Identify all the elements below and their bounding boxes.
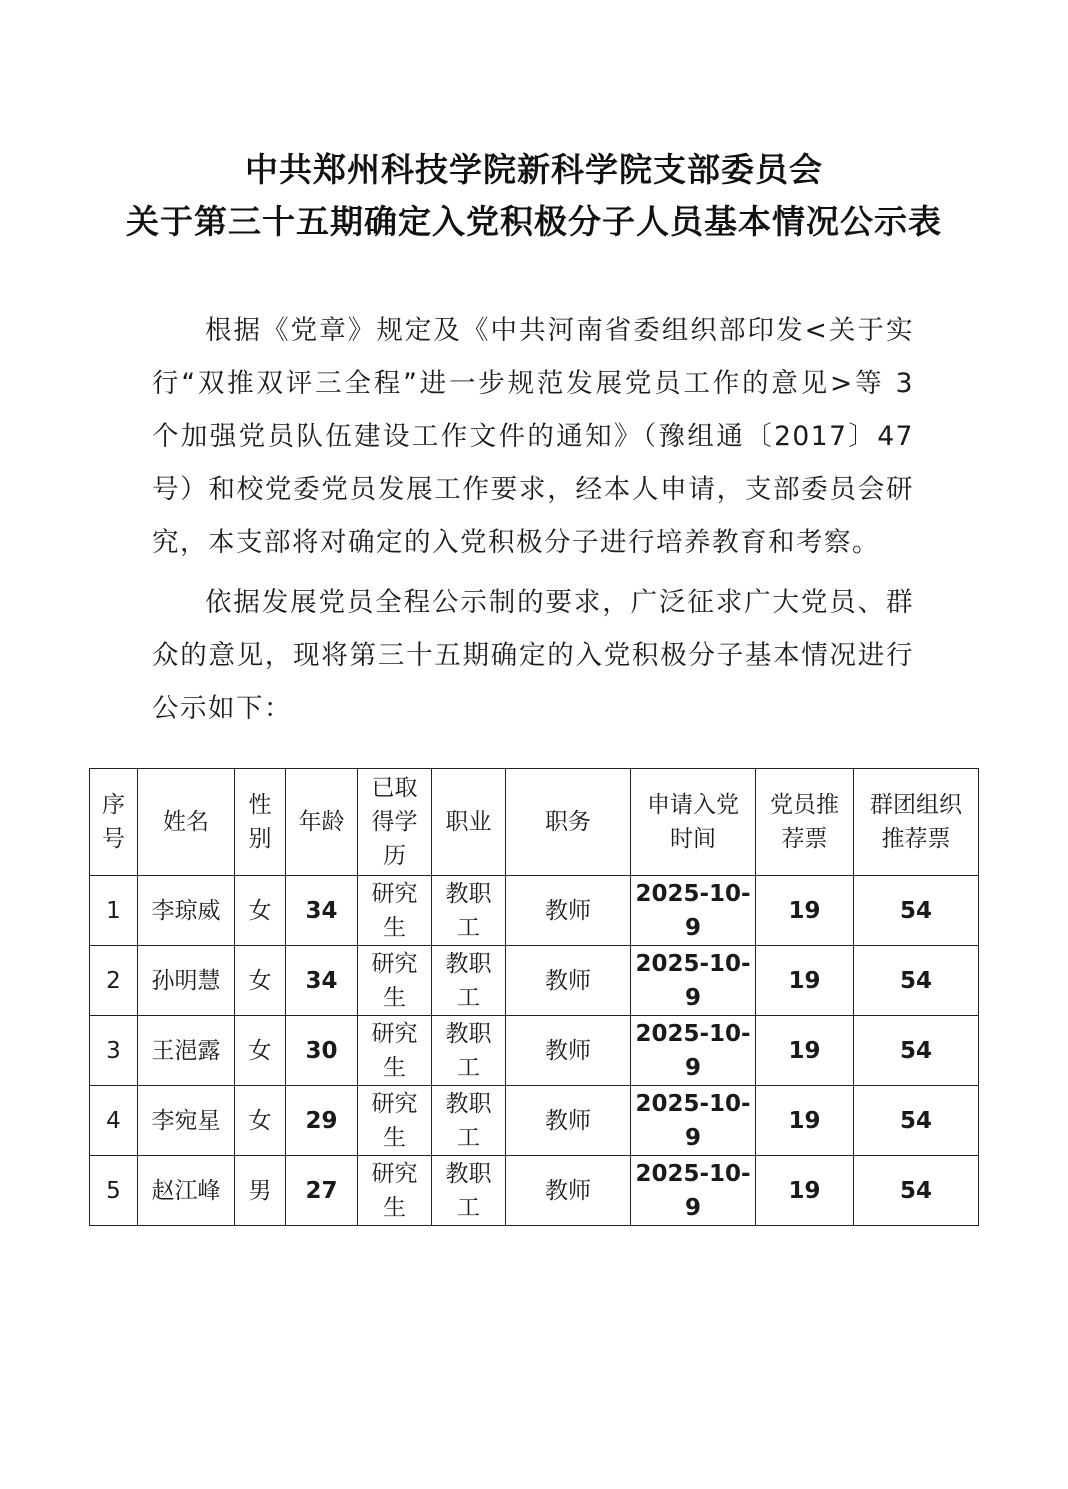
table-row — [90, 1086, 979, 1156]
cell-name: 李琼威 — [138, 876, 235, 946]
header-cell-age: 年龄 — [286, 769, 358, 876]
header-cell-group-votes: 群团组织推荐票 — [854, 769, 979, 876]
cell-education: 研究生 — [358, 1086, 432, 1156]
cell-position: 教师 — [506, 876, 631, 946]
table-row — [90, 1156, 979, 1226]
document-title-line2: 关于第三十五期确定入党积极分子人员基本情况公示表 — [126, 202, 942, 241]
cell-age: 34 — [286, 946, 358, 1016]
cell-apply-date: 2025-10-9 — [631, 1156, 756, 1226]
cell-seq: 4 — [90, 1086, 138, 1156]
activist-roster-table — [89, 768, 979, 1226]
intro-paragraph: 根据《党章》规定及《中共河南省委组织部印发<关于实行“双推双评三全程”进一步规范发展党员工作的意见>等 3 个加强党员队伍建设工作文件的通知》（豫组通〔2017〕47 号）和校党委党员发展工作要求，经本人申请，支部委员会研究，本支部将对确定的入党积极分子进行培养教育和考察。 — [152, 315, 914, 558]
cell-occupation: 教职工 — [432, 1156, 506, 1226]
cell-position: 教师 — [506, 1016, 631, 1086]
cell-gender: 女 — [235, 946, 286, 1016]
cell-position: 教师 — [506, 1156, 631, 1226]
cell-occupation: 教职工 — [432, 876, 506, 946]
cell-occupation: 教职工 — [432, 1016, 506, 1086]
cell-group-votes: 54 — [854, 946, 979, 1016]
cell-occupation: 教职工 — [432, 946, 506, 1016]
cell-gender: 女 — [235, 1016, 286, 1086]
cell-age: 27 — [286, 1156, 358, 1226]
cell-occupation: 教职工 — [432, 1086, 506, 1156]
table-row — [90, 946, 979, 1016]
cell-name: 李宛星 — [138, 1086, 235, 1156]
cell-position: 教师 — [506, 946, 631, 1016]
cell-education: 研究生 — [358, 1016, 432, 1086]
cell-member-votes: 19 — [756, 946, 854, 1016]
cell-age: 34 — [286, 876, 358, 946]
cell-apply-date: 2025-10-9 — [631, 1016, 756, 1086]
cell-education: 研究生 — [358, 1156, 432, 1226]
header-cell-education: 已取得学历 — [358, 769, 432, 876]
cell-gender: 女 — [235, 1086, 286, 1156]
header-cell-gender: 性别 — [235, 769, 286, 876]
header-cell-name: 姓名 — [138, 769, 235, 876]
cell-seq: 3 — [90, 1016, 138, 1086]
cell-seq: 1 — [90, 876, 138, 946]
cell-member-votes: 19 — [756, 1016, 854, 1086]
cell-gender: 男 — [235, 1156, 286, 1226]
cell-group-votes: 54 — [854, 1156, 979, 1226]
notice-paragraph: 依据发展党员全程公示制的要求，广泛征求广大党员、群众的意见，现将第三十五期确定的入党积极分子基本情况进行公示如下： — [152, 587, 914, 724]
cell-education: 研究生 — [358, 946, 432, 1016]
cell-member-votes: 19 — [756, 1156, 854, 1226]
cell-gender: 女 — [235, 876, 286, 946]
table-row — [90, 876, 979, 946]
table-row — [90, 1016, 979, 1086]
cell-group-votes: 54 — [854, 1086, 979, 1156]
document-title-line1: 中共郑州科技学院新科学院支部委员会 — [245, 150, 823, 189]
header-cell-position: 职务 — [506, 769, 631, 876]
cell-apply-date: 2025-10-9 — [631, 876, 756, 946]
cell-education: 研究生 — [358, 876, 432, 946]
cell-name: 赵江峰 — [138, 1156, 235, 1226]
header-cell-apply-date: 申请入党时间 — [631, 769, 756, 876]
cell-age: 30 — [286, 1016, 358, 1086]
cell-seq: 2 — [90, 946, 138, 1016]
cell-member-votes: 19 — [756, 876, 854, 946]
cell-name: 王浥露 — [138, 1016, 235, 1086]
header-cell-member-votes: 党员推荐票 — [756, 769, 854, 876]
cell-apply-date: 2025-10-9 — [631, 1086, 756, 1156]
cell-position: 教师 — [506, 1086, 631, 1156]
header-cell-seq: 序号 — [90, 769, 138, 876]
header-cell-occupation: 职业 — [432, 769, 506, 876]
table-header-row — [90, 769, 979, 876]
cell-member-votes: 19 — [756, 1086, 854, 1156]
cell-name: 孙明慧 — [138, 946, 235, 1016]
cell-group-votes: 54 — [854, 876, 979, 946]
cell-group-votes: 54 — [854, 1016, 979, 1086]
cell-age: 29 — [286, 1086, 358, 1156]
cell-seq: 5 — [90, 1156, 138, 1226]
cell-apply-date: 2025-10-9 — [631, 946, 756, 1016]
